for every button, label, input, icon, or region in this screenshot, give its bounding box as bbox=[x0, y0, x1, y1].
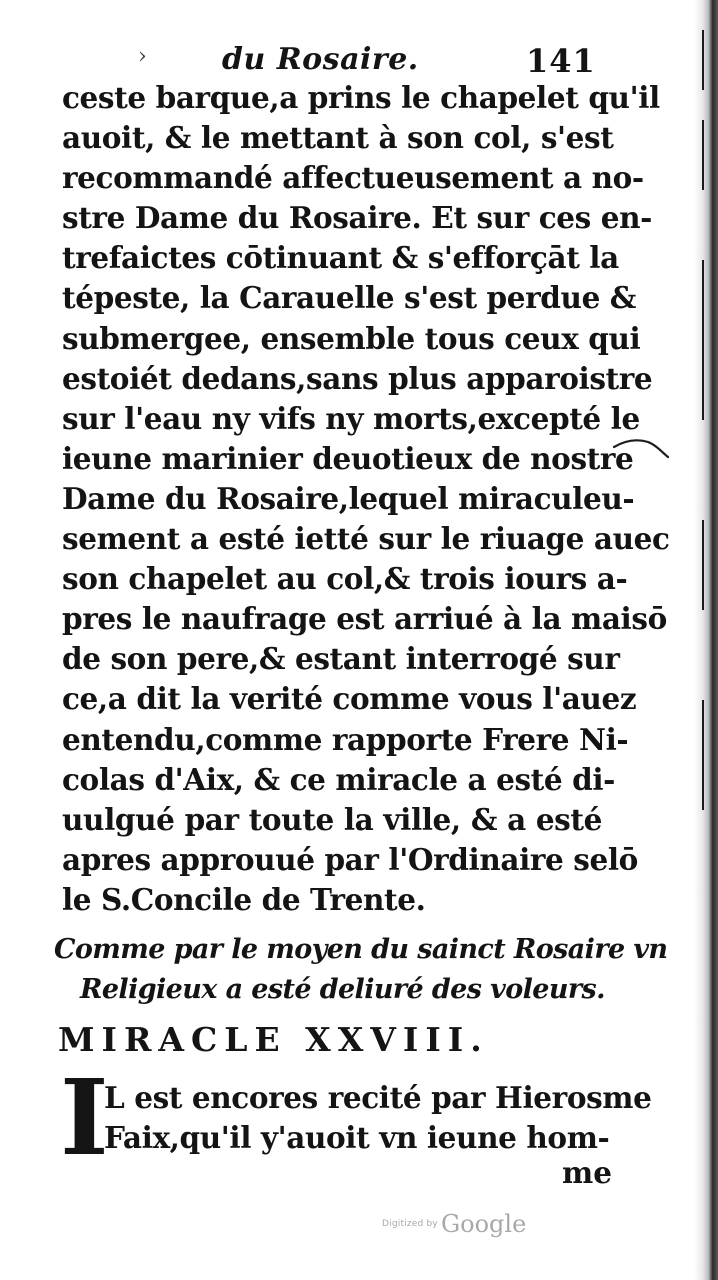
drop-cap: I bbox=[60, 1056, 109, 1179]
gutter-mark bbox=[702, 30, 704, 90]
text-line: trefaictes cōtinuant & s'efforçāt la bbox=[62, 240, 619, 276]
pen-stroke-icon bbox=[612, 430, 672, 460]
gutter-mark bbox=[702, 260, 704, 420]
text-line: sement a esté ietté sur le riuage auec bbox=[62, 521, 670, 557]
text-line: estoiét dedans,sans plus apparoistre bbox=[62, 360, 653, 396]
text-line: recommandé affectueusement a no- bbox=[62, 160, 644, 196]
margin-mark: › bbox=[138, 44, 147, 69]
section-title bbox=[54, 930, 668, 1010]
running-title: du Rosaire. bbox=[222, 42, 419, 77]
text-line: le S.Concile de Trente. bbox=[62, 881, 426, 917]
gutter-mark bbox=[702, 120, 704, 190]
text-line: L est encores recité par Hierosme bbox=[104, 1080, 652, 1115]
text-line: Dame du Rosaire,lequel miraculeu- bbox=[62, 480, 635, 516]
text-line: Faix,qu'il y'auoit vn ieune hom- bbox=[104, 1120, 610, 1156]
text-line: pres le naufrage est arriué à la maisō bbox=[62, 601, 667, 637]
running-head bbox=[60, 40, 600, 80]
miracle-heading: MIRACLE XXVIII. bbox=[58, 1020, 489, 1059]
text-line: sur l'eau ny vifs ny morts,excepté le bbox=[62, 400, 640, 436]
text-line: colas d'Aix, & ce miracle a esté di- bbox=[62, 761, 616, 797]
text-line: uulgué par toute la ville, & a esté bbox=[62, 801, 602, 837]
catchword: me bbox=[562, 1155, 612, 1190]
gutter-mark bbox=[702, 700, 704, 810]
digitization-watermark bbox=[382, 1210, 526, 1240]
watermark-prefix: Digitized by bbox=[382, 1219, 438, 1229]
text-line: ieune marinier deuotieux de nostre bbox=[62, 440, 634, 476]
text-line: submergee, ensemble tous ceux qui bbox=[62, 320, 641, 356]
text-line: de son pere,& estant interrogé sur bbox=[62, 641, 620, 677]
section-title-line: Religieux a esté deliuré des voleurs. bbox=[80, 974, 605, 1005]
gutter-mark bbox=[702, 520, 704, 610]
watermark-brand: Google bbox=[440, 1210, 527, 1238]
text-line: auoit, & le mettant à son col, s'est bbox=[62, 120, 614, 156]
text-line: stre Dame du Rosaire. Et sur ces en- bbox=[62, 200, 653, 236]
text-line: apres approuué par l'Ordinaire selō bbox=[62, 841, 638, 877]
section-title-line: Comme par le moyen du sainct Rosaire vn bbox=[54, 934, 668, 965]
binding-gutter bbox=[694, 0, 718, 1280]
text-line: tépeste, la Carauelle s'est perdue & bbox=[62, 280, 637, 316]
body-text bbox=[62, 78, 670, 920]
text-line: ceste barque,a prins le chapelet qu'il bbox=[62, 80, 660, 115]
text-line: son chapelet au col,& trois iours a- bbox=[62, 561, 628, 597]
text-line: ce,a dit la verité comme vous l'auez bbox=[62, 681, 637, 717]
marginal-pen-mark bbox=[612, 430, 672, 460]
miracle-text bbox=[104, 1078, 652, 1158]
text-line: entendu,comme rapporte Frere Ni- bbox=[62, 721, 629, 757]
page-number: 141 bbox=[526, 42, 596, 80]
